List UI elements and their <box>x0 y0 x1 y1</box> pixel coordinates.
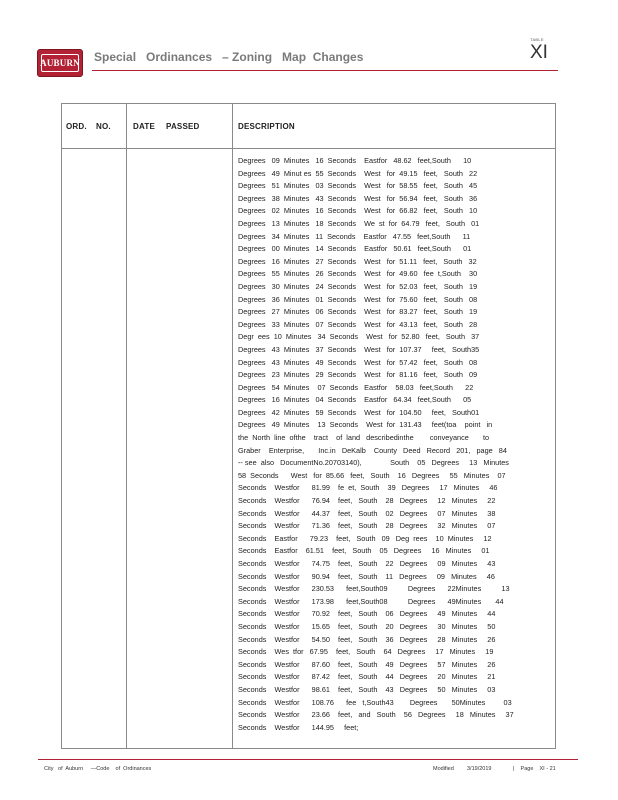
column-divider-1 <box>126 103 127 749</box>
description-line: the North line ofthe tract of land describedinthe conveyance to <box>238 433 490 443</box>
auburn-logo <box>37 49 83 77</box>
description-line: Seconds Westfor 173.98 feet,South08 Degrees 49Minutes 44 <box>238 596 504 606</box>
description-line: Degrees 38 Minutes 43 Seconds West for 56.94 feet, South 36 <box>238 193 478 203</box>
description-line: Seconds Westfor 74.75 feet, South 22 Degrees 09 Minutes 43 <box>238 559 496 568</box>
column-divider-2 <box>232 103 233 749</box>
description-line: Seconds Westfor 230.53 feet,South09 Degrees 22Minutes 13 <box>238 584 510 594</box>
footer-source: City of Auburn —Code of Ordinances <box>44 766 152 772</box>
footer-modified-label: Modified <box>433 766 454 772</box>
auburn-logo-text: AUBURN <box>41 54 79 72</box>
header-divider <box>92 70 558 71</box>
description-line: Seconds Westfor 81.99 fe et, South 39 Degrees 17 Minutes 46 <box>238 483 498 493</box>
description-line: Seconds Westfor 15.65 feet, South 20 Degrees 30 Minutes 50 <box>238 621 496 631</box>
description-line: Seconds Westfor 71.36 feet, South 28 Degrees 32 Minutes 07 <box>238 521 496 531</box>
column-header-date: DATE <box>133 122 155 131</box>
column-header-description: DESCRIPTION <box>238 122 295 131</box>
description-line: Seconds Eastfor 79.23 feet, South 09 Deg rees 10 Minutes 12 <box>238 533 492 543</box>
description-line: Degrees 42 Minutes 59 Seconds West for 104.50 feet, South01 <box>238 407 480 417</box>
description-line: Seconds Westfor 23.66 feet, and South 56 Degrees 18 Minutes 37 <box>238 710 514 720</box>
description-text <box>238 155 530 734</box>
table-label: TABLE <box>530 37 544 42</box>
description-line: Seconds Wes tfor 67.95 feet, South 64 Degrees 17 Minutes 19 <box>238 647 494 657</box>
description-line: Seconds Westfor 70.92 feet, South 06 Degrees 49 Minutes 44 <box>238 609 496 619</box>
description-line: Degrees 49 Minutes 13 Seconds West for 131.43 feet(toa point in <box>238 420 493 430</box>
description-line: Seconds Westfor 76.94 feet, South 28 Degrees 12 Minutes 22 <box>238 496 496 506</box>
table-number: XI <box>530 42 548 63</box>
description-line: Degrees 23 Minutes 29 Seconds West for 81.16 feet, South 09 <box>238 370 478 380</box>
description-line: Degrees 36 Minutes 01 Seconds West for 75.60 feet, South 08 <box>238 294 478 304</box>
description-line: Degrees 51 Minutes 03 Seconds West for 58.55 feet, South 45 <box>238 181 478 191</box>
description-line: Degrees 43 Minutes 49 Seconds West for 57.42 feet, South 08 <box>238 357 478 367</box>
footer-date: 3/19/2019 <box>467 766 492 772</box>
description-line: Seconds Eastfor 61.51 feet, South 05 Degrees 16 Minutes 01 <box>238 546 490 556</box>
description-line: Seconds Westfor 144.95 feet; <box>238 722 359 732</box>
column-header-passed: PASSED <box>166 122 200 131</box>
description-line: -- see also DocumentNo.20703140), South 05 Degrees 13 Minutes <box>238 458 509 468</box>
description-line: Degrees 55 Minutes 26 Seconds West for 49.60 fee t,South 30 <box>238 269 478 279</box>
footer-divider <box>38 759 578 760</box>
description-line: Degrees 43 Minutes 37 Seconds West for 107.37 feet, South35 <box>238 344 480 354</box>
description-line: Seconds Westfor 98.61 feet, South 43 Degrees 50 Minutes 03 <box>238 684 496 694</box>
description-line: Seconds Westfor 87.42 feet, South 44 Degrees 20 Minutes 21 <box>238 672 496 682</box>
column-header-ord: ORD. <box>66 122 87 131</box>
description-line: Degrees 49 Minut es 55 Seconds West for 49.15 feet, South 22 <box>238 168 478 178</box>
description-line: Degrees 54 Minutes 07 Seconds Eastfor 58.03 feet,South 22 <box>238 382 474 392</box>
description-line: Degrees 00 Minutes 14 Seconds Eastfor 50.61 feet,South 01 <box>238 244 472 254</box>
description-line: Seconds Westfor 90.94 feet, South 11 Degrees 09 Minutes 46 <box>238 571 495 581</box>
description-line: Degrees 30 Minutes 24 Seconds West for 52.03 feet, South 19 <box>238 281 478 291</box>
description-line: Degr ees 10 Minutes 34 Seconds West for 52.80 feet, South 37 <box>238 332 480 342</box>
description-line: 58 Seconds West for 85.66 feet, South 16 Degrees 55 Minutes 07 <box>238 470 506 480</box>
description-line: Degrees 02 Minutes 16 Seconds West for 66.82 feet, South 10 <box>238 206 478 216</box>
description-line: Degrees 16 Minutes 27 Seconds West for 51.11 feet, South 32 <box>238 256 477 266</box>
description-line: Seconds Westfor 87.60 feet, South 49 Degrees 57 Minutes 26 <box>238 659 496 669</box>
description-line: Seconds Westfor 108.76 fee t,South43 Degrees 50Minutes 03 <box>238 697 512 707</box>
description-line: Graber Enterprise, Inc.in DeKalb County Deed Record 201, page 84 <box>238 445 507 455</box>
description-line: Seconds Westfor 44.37 feet, South 02 Degrees 07 Minutes 38 <box>238 508 496 518</box>
page-title: Special Ordinances – Zoning Map Changes <box>94 50 364 64</box>
footer-page: | Page XI - 21 <box>513 766 556 772</box>
description-line: Seconds Westfor 54.50 feet, South 36 Degrees 28 Minutes 26 <box>238 634 496 644</box>
description-line: Degrees 09 Minutes 16 Seconds Eastfor 48.62 feet,South 10 <box>238 156 472 165</box>
column-header-no: NO. <box>96 122 111 131</box>
description-line: Degrees 27 Minutes 06 Seconds West for 83.27 feet, South 19 <box>238 307 478 317</box>
table-header-divider <box>61 148 556 149</box>
description-line: Degrees 16 Minutes 04 Seconds Eastfor 64.34 feet,South 05 <box>238 395 472 405</box>
description-line: Degrees 33 Minutes 07 Seconds West for 43.13 feet, South 28 <box>238 319 478 329</box>
description-line: Degrees 13 Minutes 18 Seconds We st for 64.79 feet, South 01 <box>238 218 480 228</box>
description-line: Degrees 34 Minutes 11 Seconds Eastfor 47.55 feet,South 11 <box>238 231 471 241</box>
